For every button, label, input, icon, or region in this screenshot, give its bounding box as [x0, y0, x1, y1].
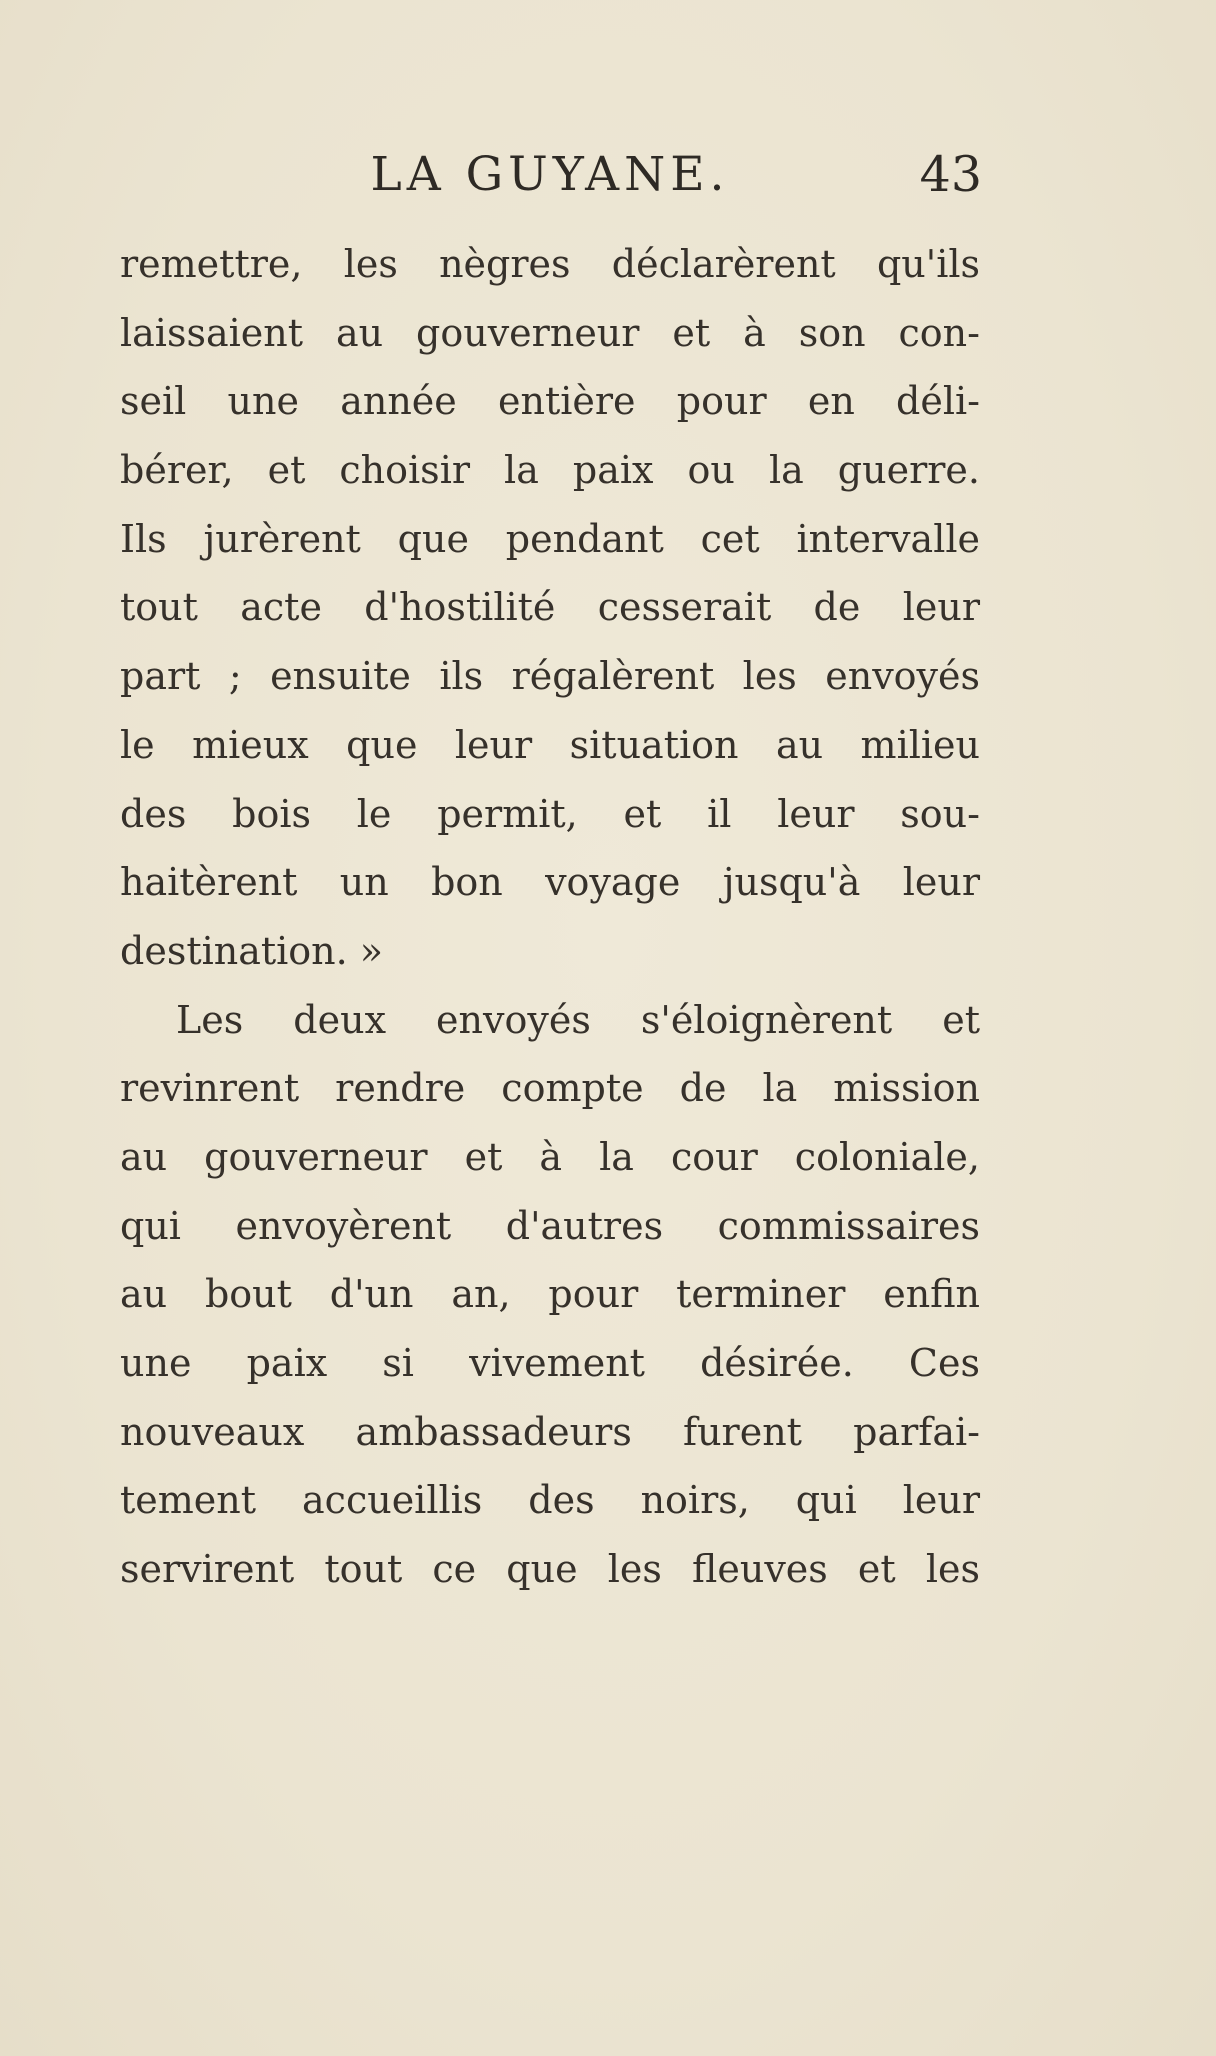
body-text	[120, 230, 980, 1604]
page-header	[120, 140, 980, 210]
text-line: revinrent rendre compte de la mission	[120, 1066, 980, 1111]
paragraph-2	[120, 986, 980, 1604]
text-line: tement accueillis des noirs, qui leur	[120, 1478, 980, 1523]
text-line: des bois le permit, et il leur sou-	[120, 791, 980, 836]
text-line: seil une année entière pour en déli-	[120, 379, 980, 424]
running-title: LA GUYANE.	[370, 147, 730, 202]
text-line: destination. »	[120, 928, 384, 973]
text-line: au bout d'un an, pour terminer enfin	[120, 1272, 980, 1317]
text-line: servirent tout ce que les fleuves et les	[120, 1547, 980, 1592]
text-line: Ils jurèrent que pendant cet intervalle	[120, 516, 980, 561]
text-line: laissaient au gouverneur et à son con-	[120, 310, 980, 355]
text-line: remettre, les nègres déclarèrent qu'ils	[120, 242, 980, 286]
text-line: une paix si vivement désirée. Ces	[120, 1341, 980, 1385]
text-line: haitèrent un bon voyage jusqu'à leur	[120, 860, 980, 905]
text-line: nouveaux ambassadeurs furent parfai-	[120, 1409, 980, 1454]
text-line: le mieux que leur situation au milieu	[120, 722, 980, 767]
text-line: part ; ensuite ils régalèrent les envoyés	[120, 654, 980, 699]
text-line: tout acte d'hostilité cesserait de leur	[120, 585, 980, 630]
text-line: bérer, et choisir la paix ou la guerre.	[120, 448, 980, 493]
text-line: qui envoyèrent d'autres commissaires	[120, 1203, 980, 1248]
paragraph-1	[120, 230, 980, 986]
page-number: 43	[919, 146, 982, 203]
text-line: Les deux envoyés s'éloignèrent et	[176, 997, 980, 1042]
text-line: au gouverneur et à la cour coloniale,	[120, 1134, 980, 1179]
